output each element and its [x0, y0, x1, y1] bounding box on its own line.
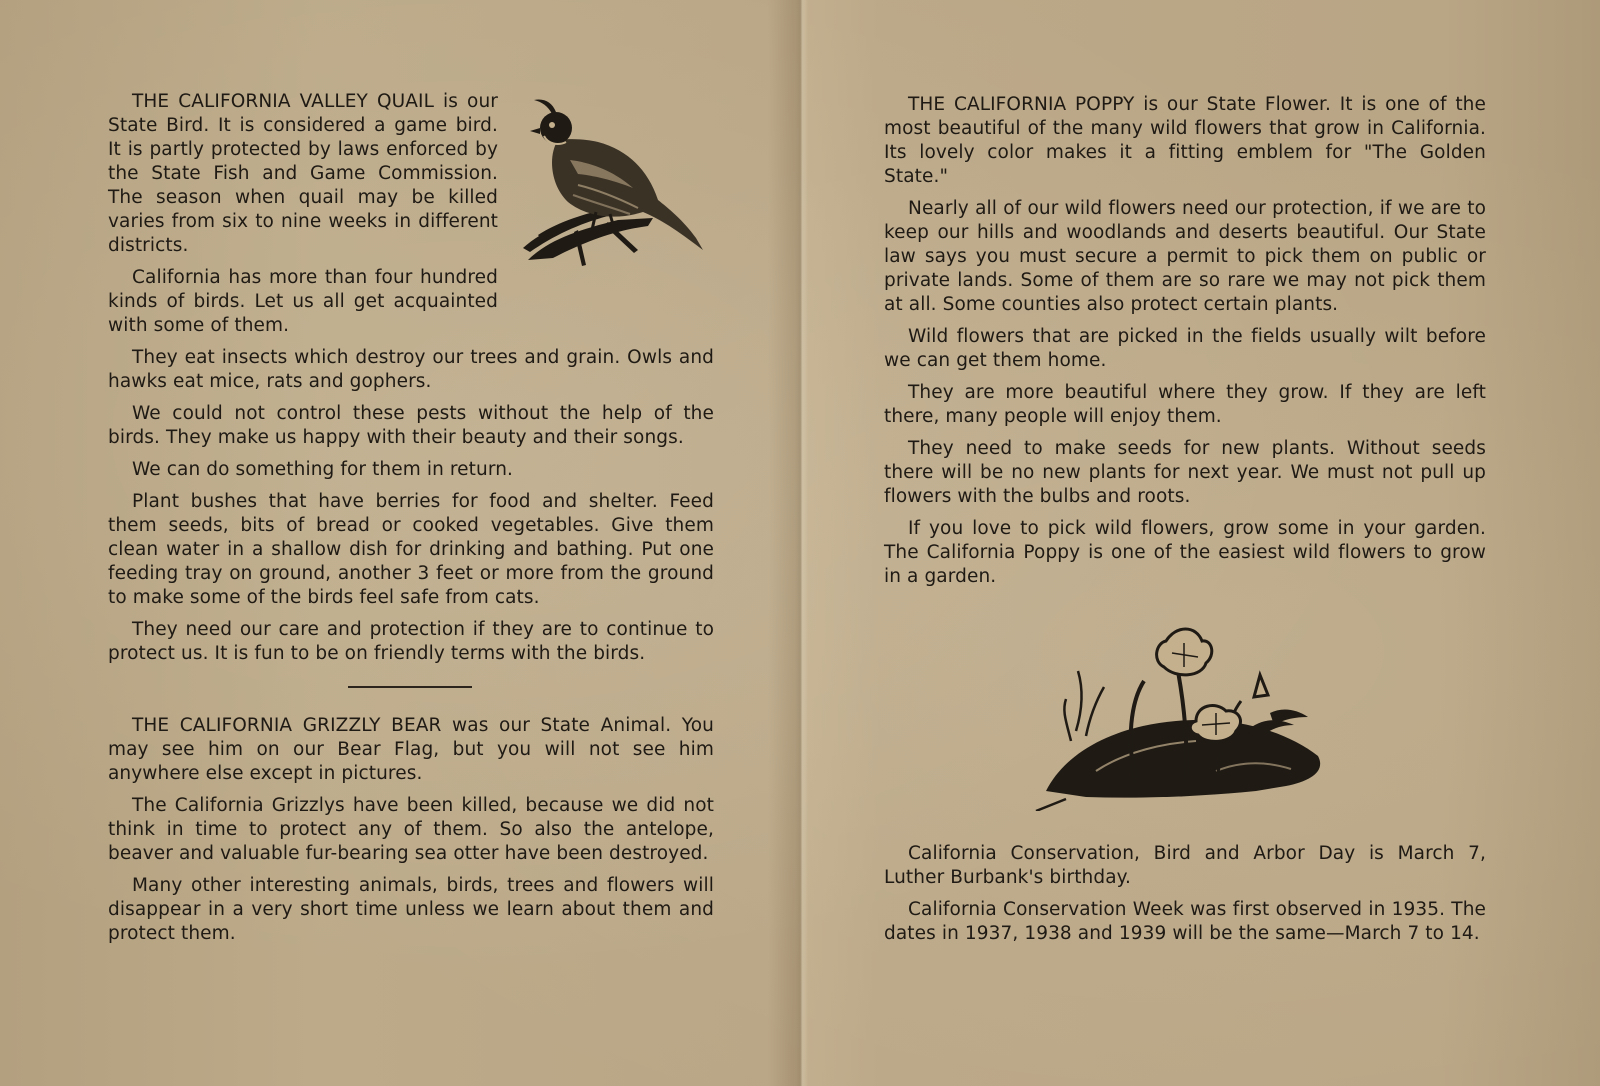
conservation-day-paragraph: California Conservation, Bird and Arbor Day is March 7, Luther Burbank's birthday. [884, 843, 1486, 888]
poppy-illustration [1026, 621, 1346, 811]
left-column [108, 90, 714, 954]
poppy-paragraph-2: Nearly all of our wild flowers need our protection, if we are to keep our hills and woodlands and deserts beautiful. Our State law says you must secure a permit to pick them on public or private lands. Some of them are so rare we may not pick them at all. Some counties also protect certain plants. [884, 198, 1486, 315]
bear-paragraph-3: Many other interesting animals, birds, trees and flowers will disappear in a very short time unless we learn about them and protect them. [108, 875, 714, 944]
quail-illustration [518, 90, 708, 270]
quail-intro-paragraph: THE CALIFORNIA VALLEY QUAIL is our State Bird. It is considered a game bird. It is partly protected by laws enforced by the State Fish and Game Commission. The season when quail may be killed varies from six to nine weeks in different districts. [108, 91, 498, 256]
right-page [808, 0, 1600, 1086]
birds-paragraph-2: They eat insects which destroy our trees and grain. Owls and hawks eat mice, rats and gophers. [108, 347, 714, 392]
poppy-paragraph-6: If you love to pick wild flowers, grow some in your garden. The California Poppy is one of the easiest wild flowers to grow in a garden. [884, 518, 1486, 587]
poppy-paragraph-5: They need to make seeds for new plants. Without seeds there will be no new plants for next year. We must not pull up flowers with the bulbs and roots. [884, 438, 1486, 507]
conservation-week-paragraph: California Conservation Week was first observed in 1935. The dates in 1937, 1938 and 1939 will be the same—March 7 to 14. [884, 899, 1486, 944]
quail-section [108, 90, 498, 338]
poppy-paragraph-1: THE CALIFORNIA POPPY is our State Flower. It is one of the most beautiful of the many wild flowers that grow in California. Its lovely color makes it a fitting emblem for "The Golden State." [884, 94, 1486, 187]
right-column [884, 93, 1486, 954]
section-divider [348, 686, 472, 688]
bear-paragraph-1: THE CALIFORNIA GRIZZLY BEAR was our State Animal. You may see him on our Bear Flag, but you will not see him anywhere else except in pictures. [108, 715, 714, 784]
birds-paragraph-1: California has more than four hundred kinds of birds. Let us all get acquainted with some of them. [108, 267, 498, 336]
poppy-paragraph-3: Wild flowers that are picked in the fields usually wilt before we can get them home. [884, 326, 1486, 371]
birds-paragraph-3: We could not control these pests without the help of the birds. They make us happy with their beauty and their songs. [108, 403, 714, 448]
birds-paragraph-6: They need our care and protection if they are to continue to protect us. It is fun to be on friendly terms with the birds. [108, 619, 714, 664]
poppy-paragraph-4: They are more beautiful where they grow. If they are left there, many people will enjoy them. [884, 382, 1486, 427]
left-page [0, 0, 795, 1086]
birds-paragraph-4: We can do something for them in return. [132, 459, 514, 480]
birds-paragraph-5: Plant bushes that have berries for food and shelter. Feed them seeds, bits of bread or cooked vegetables. Give them clean water in a shallow dish for drinking and bathing. Put one feeding tray on ground, another 3 feet or more from the ground to make some of the birds feel safe from cats. [108, 491, 714, 608]
conservation-day-section [884, 842, 1486, 946]
bear-paragraph-2: The California Grizzlys have been killed, because we did not think in time to protect any of them. So also the antelope, beaver and valuable fur-bearing sea otter have been destroyed. [108, 795, 714, 864]
center-fold [794, 0, 808, 1086]
